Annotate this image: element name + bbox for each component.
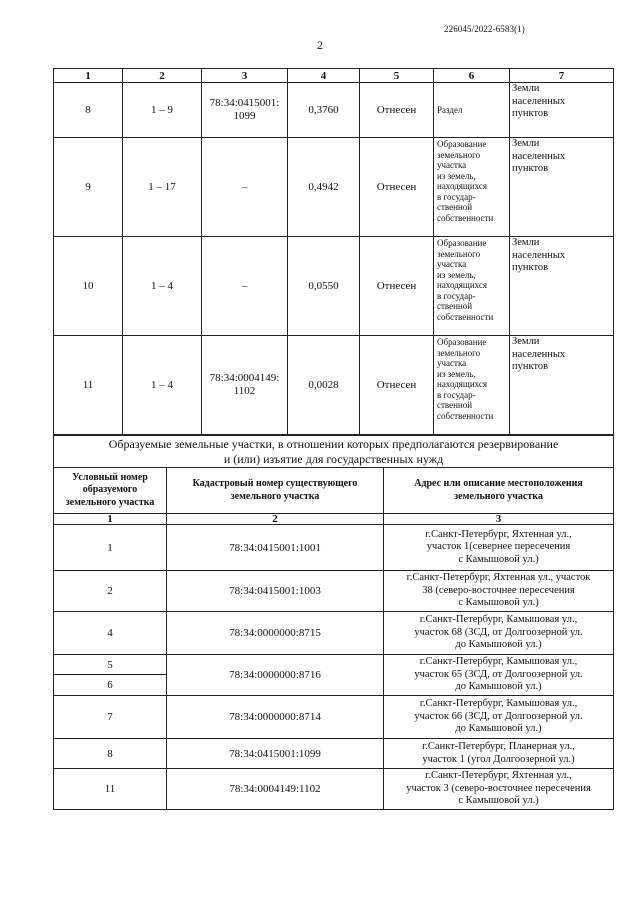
- column-number: 5: [360, 69, 434, 83]
- cadastral-number: –: [202, 138, 288, 237]
- status: Отнесен: [360, 138, 434, 237]
- points-range: 1 – 4: [123, 237, 202, 336]
- header-cadastral-number: Кадастровый номер существующего земельного участка: [167, 468, 384, 514]
- table-title: Образуемые земельные участки, в отношении которых предполагаются резервирование и (или) изъятие для государственных нужд: [54, 436, 614, 468]
- parcels-table: [53, 68, 614, 435]
- column-number: 3: [384, 514, 614, 525]
- table-title-row: [54, 436, 614, 468]
- parcel-number: 7: [54, 696, 167, 739]
- column-number: 2: [123, 69, 202, 83]
- document-number: 226045/2022-6583(1): [444, 24, 525, 34]
- column-number: 4: [288, 69, 360, 83]
- parcel-number: 11: [54, 336, 123, 435]
- area: 0,3760: [288, 83, 360, 138]
- cadastral-number: 78:34:0415001:1003: [167, 571, 384, 612]
- column-number: 1: [54, 69, 123, 83]
- table-row: [54, 612, 614, 655]
- purpose: Образование земельного участка из земель, находящихся в государ- ственной собственности: [434, 336, 510, 435]
- address: г.Санкт-Петербург, Яхтенная ул., участок 38 (северо-восточнее пересечения с Камышовой ул.): [384, 571, 614, 612]
- table-row: [54, 83, 614, 138]
- cadastral-number: 78:34:0004149: 1102: [202, 336, 288, 435]
- address: г.Санкт-Петербург, Яхтенная ул., участок 1(севернее пересечения с Камышовой ул.): [384, 525, 614, 571]
- cadastral-number: 78:34:0000000:8716: [167, 655, 384, 696]
- status: Отнесен: [360, 336, 434, 435]
- area: 0,0550: [288, 237, 360, 336]
- header-address: Адрес или описание местоположения земельного участка: [384, 468, 614, 514]
- cadastral-number: 78:34:0415001:1001: [167, 525, 384, 571]
- cadastral-number: 78:34:0000000:8714: [167, 696, 384, 739]
- parcel-number: 10: [54, 237, 123, 336]
- table-header-row: [54, 468, 614, 514]
- status: Отнесен: [360, 83, 434, 138]
- cadastral-number: 78:34:0415001: 1099: [202, 83, 288, 138]
- parcel-number: 2: [54, 571, 167, 612]
- column-number: 2: [167, 514, 384, 525]
- table-row: [54, 237, 614, 336]
- area: 0,0028: [288, 336, 360, 435]
- points-range: 1 – 9: [123, 83, 202, 138]
- table-row: [54, 336, 614, 435]
- purpose: Образование земельного участка из земель, находящихся в государ- ственной собственности: [434, 138, 510, 237]
- column-numbers-row: [54, 514, 614, 525]
- reserved-parcels-table: [53, 435, 614, 810]
- column-number: 1: [54, 514, 167, 525]
- parcel-number: 9: [54, 138, 123, 237]
- table-row: [54, 138, 614, 237]
- points-range: 1 – 17: [123, 138, 202, 237]
- points-range: 1 – 4: [123, 336, 202, 435]
- address: г.Санкт-Петербург, Планерная ул., участок 1 (угол Долгоозерной ул.): [384, 739, 614, 769]
- header-conditional-number: Условный номер образуемого земельного участка: [54, 468, 167, 514]
- table-header-row: [54, 69, 614, 83]
- column-number: 7: [510, 69, 614, 83]
- cadastral-number: 78:34:0000000:8715: [167, 612, 384, 655]
- parcel-number: 1: [54, 525, 167, 571]
- address: г.Санкт-Петербург, Камышовая ул., участок 68 (ЗСД, от Долгоозерной ул. до Камышовой ул.): [384, 612, 614, 655]
- area: 0,4942: [288, 138, 360, 237]
- address: г.Санкт-Петербург, Яхтенная ул., участок 3 (северо-восточнее пересечения с Камышовой ул.): [384, 769, 614, 810]
- cadastral-number: –: [202, 237, 288, 336]
- parcel-number: 8: [54, 739, 167, 769]
- cadastral-number: 78:34:0415001:1099: [167, 739, 384, 769]
- land-category: Земли населенных пунктов: [510, 237, 614, 336]
- purpose: Образование земельного участка из земель, находящихся в государ- ственной собственности: [434, 237, 510, 336]
- column-number: 3: [202, 69, 288, 83]
- table-row: [54, 696, 614, 739]
- table-row: [54, 739, 614, 769]
- table-row: [54, 769, 614, 810]
- parcel-number: 6: [54, 675, 167, 696]
- parcel-number: 5: [54, 655, 167, 675]
- address: г.Санкт-Петербург, Камышовая ул., участок 66 (ЗСД, от Долгоозерной ул. до Камышовой ул.): [384, 696, 614, 739]
- column-number: 6: [434, 69, 510, 83]
- cadastral-number: 78:34:0004149:1102: [167, 769, 384, 810]
- land-category: Земли населенных пунктов: [510, 336, 614, 435]
- land-category: Земли населенных пунктов: [510, 138, 614, 237]
- table-row: [54, 571, 614, 612]
- purpose: Раздел: [434, 83, 510, 138]
- parcel-number: 11: [54, 769, 167, 810]
- table-row: [54, 655, 614, 675]
- land-category: Земли населенных пунктов: [510, 83, 614, 138]
- table-row: [54, 525, 614, 571]
- parcel-number: 8: [54, 83, 123, 138]
- parcel-number: 4: [54, 612, 167, 655]
- status: Отнесен: [360, 237, 434, 336]
- address: г.Санкт-Петербург, Камышовая ул., участок 65 (ЗСД, от Долгоозерной ул. до Камышовой ул.): [384, 655, 614, 696]
- page-number: 2: [317, 38, 323, 52]
